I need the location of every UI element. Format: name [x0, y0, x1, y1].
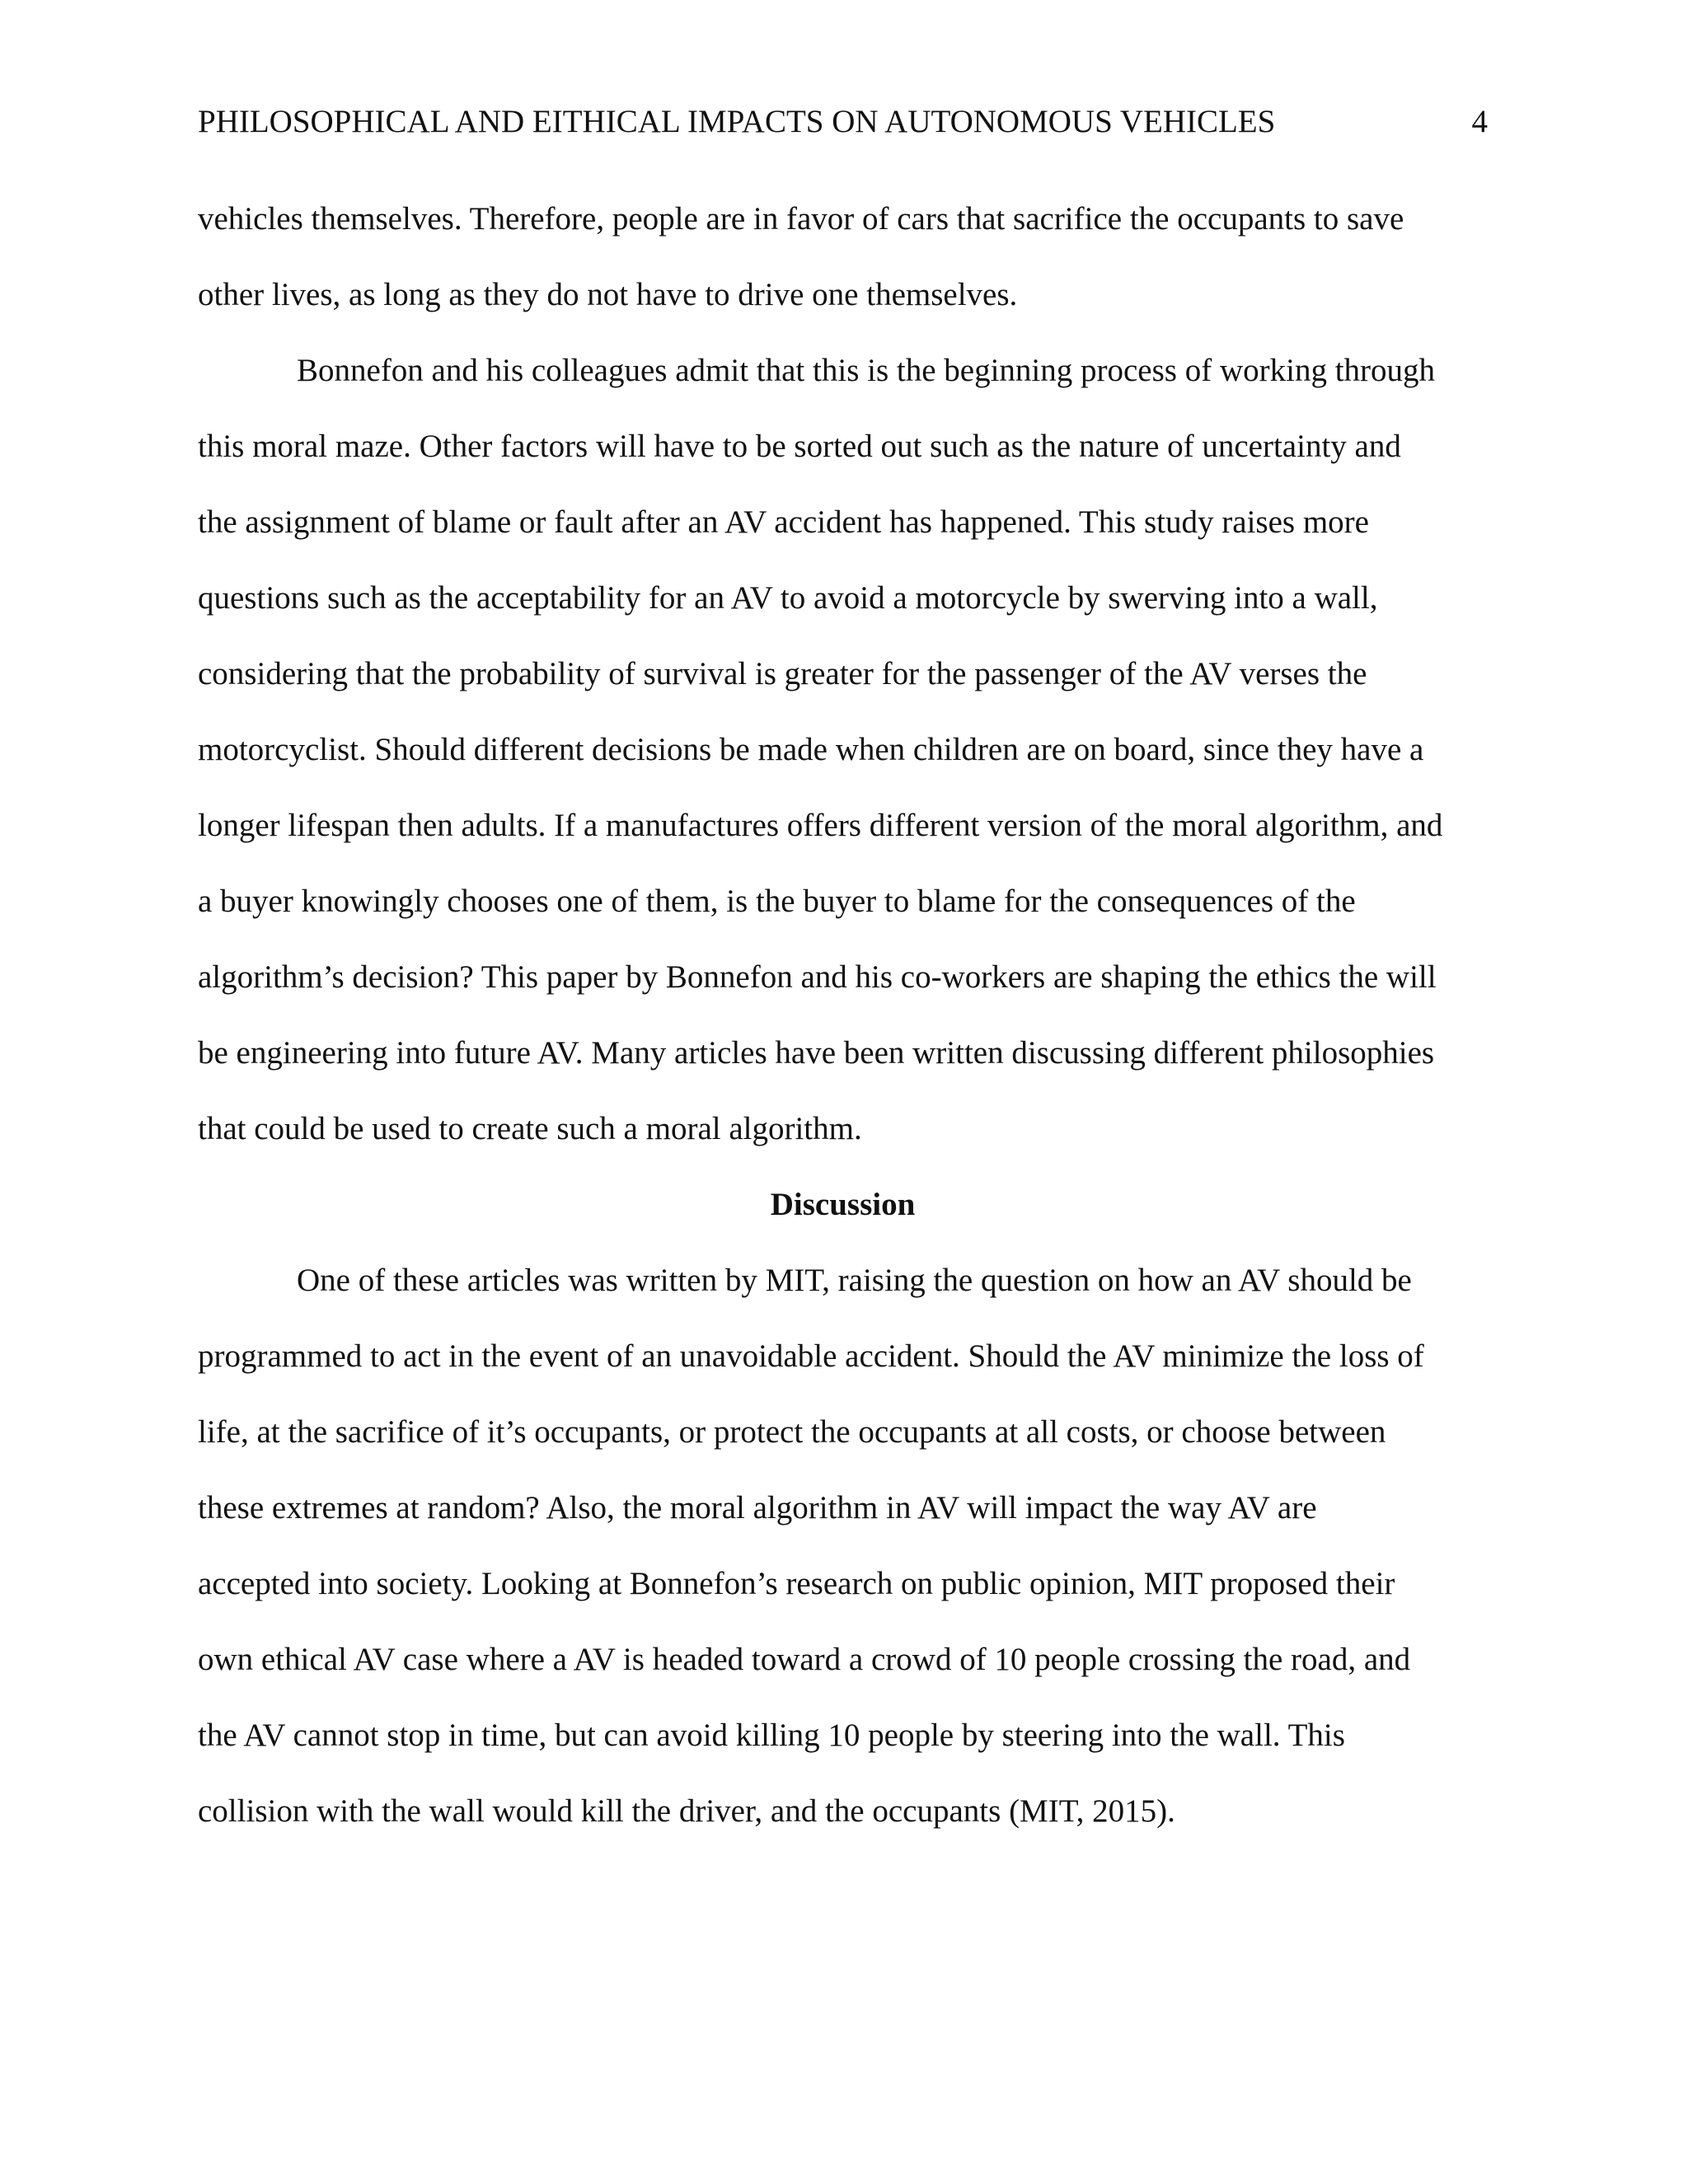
text-line: the assignment of blame or fault after an AV accident has happened. This study raises more	[198, 504, 1369, 540]
text-line: One of these articles was written by MIT, raising the question on how an AV should be	[297, 1263, 1412, 1298]
text-line: this moral maze. Other factors will have to be sorted out such as the nature of uncertainty and	[198, 429, 1401, 464]
running-head-title: PHILOSOPHICAL AND EITHICAL IMPACTS ON AUTONOMOUS VEHICLES	[198, 104, 1276, 139]
paragraph-bonnefon	[198, 346, 1488, 1180]
text-line: algorithm’s decision? This paper by Bonnefon and his co-workers are shaping the ethics the will	[198, 959, 1437, 995]
text-line: that could be used to create such a moral algorithm.	[198, 1111, 862, 1146]
text-line: motorcyclist. Should different decisions be made when children are on board, since they have a	[198, 732, 1424, 767]
text-line: collision with the wall would kill the driver, and the occupants (MIT, 2015).	[198, 1793, 1175, 1829]
section-heading-discussion: Discussion	[770, 1187, 916, 1222]
paragraph-mit	[198, 1256, 1488, 1863]
text-line: vehicles themselves. Therefore, people are in favor of cars that sacrifice the occupants to save	[198, 201, 1404, 237]
text-line: accepted into society. Looking at Bonnefon’s research on public opinion, MIT proposed their	[198, 1566, 1395, 1601]
text-line: questions such as the acceptability for an AV to avoid a motorcycle by swerving into a wall,	[198, 580, 1378, 616]
text-line: life, at the sacrifice of it’s occupants, or protect the occupants at all costs, or choose between	[198, 1414, 1386, 1450]
text-line: the AV cannot stop in time, but can avoid killing 10 people by steering into the wall. This	[198, 1718, 1345, 1753]
page-number: 4	[1471, 104, 1488, 139]
body-text	[198, 194, 1488, 1863]
running-head	[198, 97, 1488, 147]
paragraph-continuation	[198, 194, 1488, 346]
text-line: longer lifespan then adults. If a manufactures offers different version of the moral algorithm, and	[198, 808, 1443, 843]
text-line: a buyer knowingly chooses one of them, is the buyer to blame for the consequences of the	[198, 883, 1356, 919]
text-line: considering that the probability of survival is greater for the passenger of the AV verses the	[198, 656, 1367, 691]
text-line: own ethical AV case where a AV is headed toward a crowd of 10 people crossing the road, and	[198, 1642, 1411, 1677]
text-line: these extremes at random? Also, the moral algorithm in AV will impact the way AV are	[198, 1490, 1317, 1526]
text-line: other lives, as long as they do not have to drive one themselves.	[198, 277, 1018, 312]
text-line: be engineering into future AV. Many articles have been written discussing different philosophies	[198, 1035, 1435, 1071]
text-line: programmed to act in the event of an unavoidable accident. Should the AV minimize the loss of	[198, 1338, 1424, 1374]
text-line: Bonnefon and his colleagues admit that this is the beginning process of working through	[297, 353, 1436, 388]
